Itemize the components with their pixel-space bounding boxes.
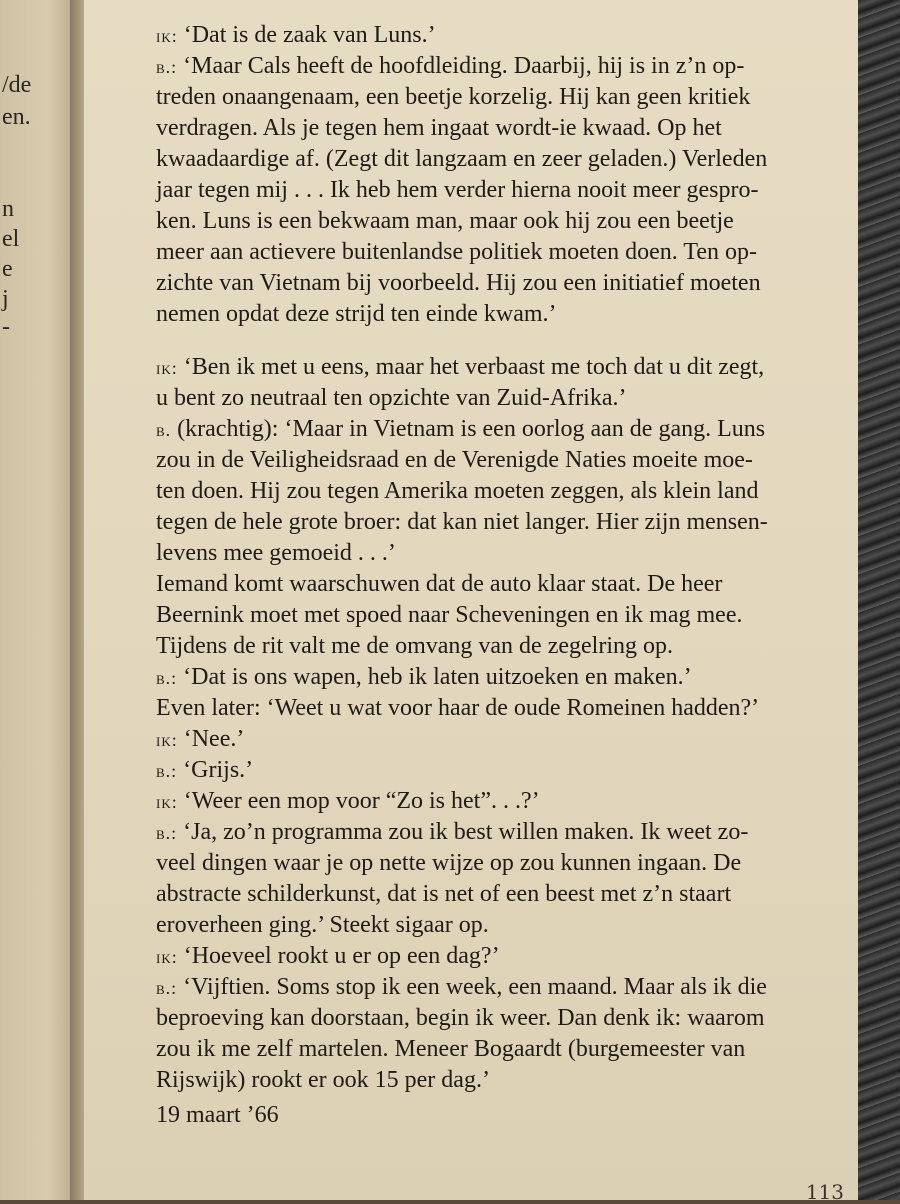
text-line: [156, 352, 836, 383]
left-fragment: e: [2, 256, 13, 282]
text-line: [156, 631, 836, 662]
text-line: [156, 51, 836, 82]
text-line: [156, 113, 836, 144]
text-line: [156, 693, 836, 724]
line-text: ‘Nee.’: [183, 726, 245, 752]
line-text: ‘Ja, zo’n programma zou ik best willen maken. Ik weet zo-: [183, 819, 749, 845]
line-text: nemen opdat deze strijd ten einde kwam.’: [156, 301, 557, 327]
line-text: levens mee gemoeid . . .’: [156, 540, 396, 566]
line-text: zichte van Vietnam bij voorbeeld. Hij zou een initiatief moeten: [156, 270, 761, 296]
text-line: [156, 724, 836, 755]
line-text: zou in de Veiligheidsraad en de Verenigde Naties moeite moe-: [156, 447, 753, 473]
background-surface: [858, 0, 900, 1200]
text-line: [156, 237, 836, 268]
text-line: [156, 206, 836, 237]
text-line: [156, 476, 836, 507]
line-text: treden onaangenaam, een beetje korzelig. Hij kan geen kritiek: [156, 84, 751, 110]
text-line: [156, 786, 836, 817]
line-text: ‘Weer een mop voor “Zo is het”. . .?’: [183, 788, 540, 814]
text-line: [156, 941, 836, 972]
speaker-label: b.:: [156, 823, 178, 843]
left-fragment: -: [2, 314, 10, 340]
line-text: (krachtig): ‘Maar in Vietnam is een oorlog aan de gang. Luns: [177, 416, 766, 442]
speaker-label: ik:: [156, 358, 178, 378]
text-line: [156, 600, 836, 631]
text-line: [156, 445, 836, 476]
line-text: verdragen. Als je tegen hem ingaat wordt-ie kwaad. Op het: [156, 115, 722, 141]
speaker-label: b.:: [156, 761, 178, 781]
text-line: [156, 268, 836, 299]
line-text: Beernink moet met spoed naar Scheveningen en ik mag mee.: [156, 602, 743, 628]
text-line: [156, 20, 836, 51]
text-line: [156, 817, 836, 848]
text-line: [156, 1003, 836, 1034]
speaker-label: ik:: [156, 947, 178, 967]
text-line: [156, 538, 836, 569]
text-line: [156, 910, 836, 941]
book-page: [84, 0, 864, 1204]
line-text: ten doen. Hij zou tegen Amerika moeten zeggen, als klein land: [156, 478, 759, 504]
left-fragment: el: [2, 226, 20, 252]
left-fragment: n: [2, 196, 14, 222]
line-text: ‘Dat is ons wapen, heb ik laten uitzoeken en maken.’: [183, 664, 692, 690]
line-text: eroverheen ging.’ Steekt sigaar op.: [156, 912, 489, 938]
line-text: beproeving kan doorstaan, begin ik weer. Dan denk ik: waarom: [156, 1005, 765, 1031]
line-text: tegen de hele grote broer: dat kan niet langer. Hier zijn mensen-: [156, 509, 768, 535]
left-fragment: j: [2, 286, 9, 312]
line-text: ‘Dat is de zaak van Luns.’: [183, 22, 436, 48]
text-line: [156, 144, 836, 175]
line-text: abstracte schilderkunst, dat is net of een beest met z’n staart: [156, 881, 732, 907]
line-text: ‘Ben ik met u eens, maar het verbaast me toch dat u dit zegt,: [183, 354, 765, 380]
paragraph-gap: [156, 330, 836, 352]
text-line: [156, 82, 836, 113]
left-page-edge: [0, 0, 78, 1200]
text-line: [156, 569, 836, 600]
text-line: [156, 848, 836, 879]
speaker-label: ik:: [156, 792, 178, 812]
line-text: ken. Luns is een bekwaam man, maar ook hij zou een beetje: [156, 208, 734, 234]
speaker-label: b.: [156, 420, 172, 440]
line-text: u bent zo neutraal ten opzichte van Zuid-Afrika.’: [156, 385, 627, 411]
line-text: zou ik me zelf martelen. Meneer Bogaardt (burgemeester van: [156, 1036, 746, 1062]
line-text: ‘Maar Cals heeft de hoofdleiding. Daarbij, hij is in z’n op-: [183, 53, 745, 79]
left-fragment: en.: [2, 104, 31, 130]
line-text: ‘Hoeveel rookt u er op een dag?’: [183, 943, 500, 969]
line-text: jaar tegen mij . . . Ik heb hem verder hierna nooit meer gespro-: [156, 177, 759, 203]
speaker-label: b.:: [156, 668, 178, 688]
line-text: veel dingen waar je op nette wijze op zou kunnen ingaan. De: [156, 850, 742, 876]
speaker-label: b.:: [156, 57, 178, 77]
line-text: Iemand komt waarschuwen dat de auto klaar staat. De heer: [156, 571, 723, 597]
line-text: Even later: ‘Weet u wat voor haar de oude Romeinen hadden?’: [156, 695, 760, 721]
text-line: [156, 1065, 836, 1096]
text-line: [156, 175, 836, 206]
left-fragment: /de: [2, 72, 32, 98]
text-line: [156, 972, 836, 1003]
line-text: Tijdens de rit valt me de omvang van de zegelring op.: [156, 633, 673, 659]
text-line: [156, 662, 836, 693]
speaker-label: ik:: [156, 730, 178, 750]
text-line: [156, 755, 836, 786]
text-line: [156, 383, 836, 414]
speaker-label: b.:: [156, 978, 178, 998]
text-line: [156, 879, 836, 910]
line-text: ‘Grijs.’: [183, 757, 254, 783]
page-text: [156, 20, 836, 1131]
text-line: [156, 507, 836, 538]
line-text: Rijswijk) rookt er ook 15 per dag.’: [156, 1067, 490, 1093]
page-number: 113: [805, 1180, 844, 1204]
text-line: [156, 1034, 836, 1065]
line-text: kwaadaardige af. (Zegt dit langzaam en zeer geladen.) Verleden: [156, 146, 768, 172]
text-line: [156, 414, 836, 445]
speaker-label: ik:: [156, 26, 178, 46]
date-line: 19 maart ’66: [156, 1102, 279, 1128]
line-text: ‘Vijftien. Soms stop ik een week, een maand. Maar als ik die: [183, 974, 767, 1000]
text-line: [156, 299, 836, 330]
line-text: meer aan actievere buitenlandse politiek moeten doen. Ten op-: [156, 239, 757, 265]
